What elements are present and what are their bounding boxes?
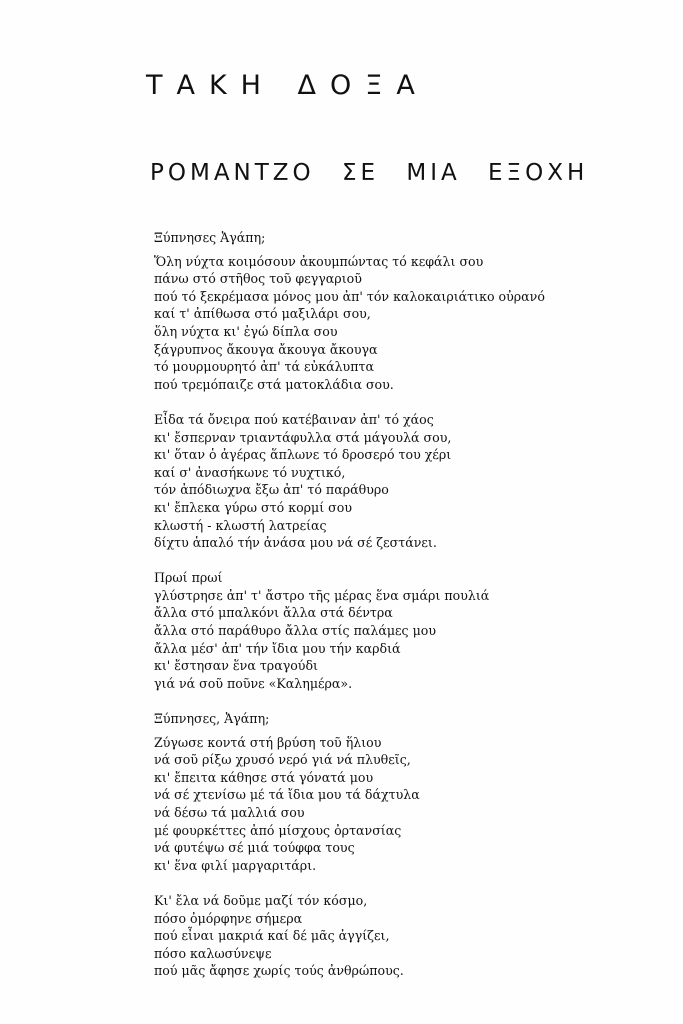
poem-line: δίχτυ ἁπαλό τήν ἀνάσα μου νά σέ ζεστάνει. [154, 535, 437, 551]
poem-body [154, 229, 654, 998]
poem-line: πού τρεμόπαιζε στά ματοκλάδια σου. [154, 376, 394, 392]
poem-line: ἄλλα μέσ' ἀπ' τήν ἴδια μου τήν καρδιά [154, 640, 401, 656]
poem-line: κι' ἔπλεκα γύρω στό κορμί σου [154, 499, 353, 515]
poem-line: καί σ' ἀνασήκωνε τό νυχτικό, [154, 464, 346, 480]
poem-line: πόσο καλωσύνεψε [154, 945, 272, 961]
stanza [154, 229, 654, 393]
poem-line: κι' ἕνα φιλί μαργαριτάρι. [154, 857, 317, 873]
poem-line: νά σέ χτενίσω μέ τά ἴδια μου τά δάχτυλα [154, 787, 420, 803]
poem-line: Ζύγωσε κοντά στή βρύση τοῦ ἥλιου [154, 734, 382, 750]
poem-line: ἄλλα στό μπαλκόνι ἄλλα στά δέντρα [154, 605, 393, 621]
stanza-heading: Ξύπνησες Ἀγάπη; [154, 230, 266, 245]
poem-line: Πρωί πρωί [154, 570, 223, 586]
stanza [154, 710, 654, 874]
stanza [154, 569, 654, 692]
stanza [154, 411, 654, 552]
poem-line: Ὅλη νύχτα κοιμόσουν ἀκουμπώντας τό κεφάλι σου [154, 253, 484, 269]
stanza-heading: Ξύπνησες, Ἀγάπη; [154, 711, 270, 727]
poem-line: κι' ἔπειτα κάθησε στά γόνατά μου [154, 769, 374, 785]
poem-line: πού τό ξεκρέμασα μόνος μου ἀπ' τόν καλοκαιριάτικο οὐρανό [154, 288, 545, 304]
poem-line: πόσο ὀμόρφηνε σήμερα [154, 910, 303, 926]
poem-line: γλύστρησε ἀπ' τ' ἄστρο τῆς μέρας ἕνα σμάρι πουλιά [154, 587, 490, 603]
poem-line: Κι' ἔλα νά δοῦμε μαζί τόν κόσμο, [154, 892, 368, 908]
poem-line: νά φυτέψω σέ μιά τούφφα τους [154, 840, 355, 856]
poem-line: μέ φουρκέττες ἀπό μίσχους ὀρτανσίας [154, 822, 402, 838]
poem-line: ἄλλα στό παράθυρο ἄλλα στίς παλάμες μου [154, 623, 437, 639]
poem-line: πού εἶναι μακριά καί δέ μᾶς ἀγγίζει, [154, 928, 390, 944]
poem-line: καί τ' ἀπίθωσα στό μαξιλάρι σου, [154, 306, 371, 322]
poem-title: ΡΟΜΑΝΤΖΟ ΣΕ ΜΙΑ ΕΞΟΧΗ [150, 160, 589, 186]
poem-line: τόν ἀπόδιωχνα ἔξω ἀπ' τό παράθυρο [154, 482, 389, 498]
poem-line: κι' ἔστησαν ἕνα τραγούδι [154, 658, 318, 674]
author-name: ΤΑΚΗ ΔΟΞΑ [146, 70, 429, 101]
poem-line: κλωστή - κλωστή λατρείας [154, 517, 327, 533]
poem-line: νά σοῦ ρίξω χρυσό νερό γιά νά πλυθεῖς, [154, 752, 411, 768]
stanza [154, 892, 654, 980]
poem-line: ξάγρυπνος ἄκουγα ἄκουγα ἄκουγα [154, 341, 378, 357]
poem-line: τό μουρμουρητό ἀπ' τά εὐκάλυπτα [154, 359, 374, 375]
poem-line: πού μᾶς ἄφησε χωρίς τούς ἀνθρώπους. [154, 963, 404, 979]
poem-line: Εἶδα τά ὄνειρα πού κατέβαιναν ἀπ' τό χάος [154, 411, 434, 427]
poem-line: πάνω στό στῆθος τοῦ φεγγαριοῦ [154, 271, 362, 287]
poem-line: γιά νά σοῦ ποῦνε «Καλημέρα». [154, 675, 353, 691]
poem-line: κι' ὅταν ὁ ἀγέρας ἅπλωνε τό δροσερό του χέρι [154, 447, 452, 463]
poem-line: νά δέσω τά μαλλιά σου [154, 805, 305, 820]
poem-line: ὅλη νύχτα κι' ἐγώ δίπλα σου [154, 323, 338, 339]
poem-line: κι' ἔσπερναν τριαντάφυλλα στά μάγουλά σου, [154, 429, 452, 445]
